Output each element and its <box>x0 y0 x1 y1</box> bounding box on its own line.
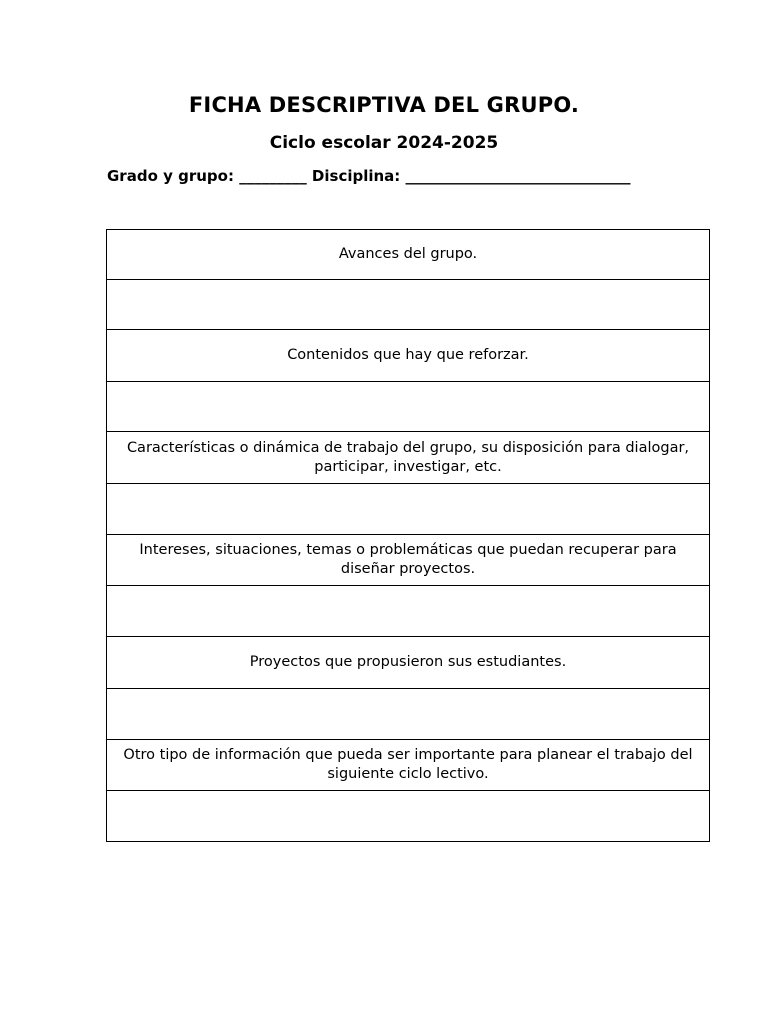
school-year-subtitle: Ciclo escolar 2024-2025 <box>269 133 499 153</box>
section-answer-cell[interactable] <box>107 382 710 432</box>
section-answer-row <box>107 791 710 842</box>
section-heading-row <box>107 740 710 791</box>
section-answer-row <box>107 586 710 637</box>
section-heading-cell: Contenidos que hay que reforzar. <box>107 330 710 382</box>
section-heading-row <box>107 330 710 382</box>
section-heading-cell: Otro tipo de información que pueda ser importante para planear el trabajo del siguiente ciclo lectivo. <box>107 740 710 791</box>
section-answer-cell[interactable] <box>107 484 710 535</box>
section-heading-row <box>107 535 710 586</box>
descriptive-sheet-table <box>106 229 710 842</box>
section-heading-row <box>107 432 710 484</box>
section-answer-row <box>107 382 710 432</box>
discipline-blank[interactable]: ______________________________ <box>405 167 631 185</box>
section-answer-row <box>107 484 710 535</box>
page-title: FICHA DESCRIPTIVA DEL GRUPO. <box>188 93 580 117</box>
section-heading-cell: Proyectos que propusieron sus estudiantes. <box>107 637 710 689</box>
section-answer-cell[interactable] <box>107 280 710 330</box>
section-heading-cell: Avances del grupo. <box>107 230 710 280</box>
group-info-line <box>107 165 631 187</box>
section-answer-cell[interactable] <box>107 586 710 637</box>
section-answer-cell[interactable] <box>107 689 710 740</box>
section-heading-cell: Características o dinámica de trabajo del grupo, su disposición para dialogar, participar, investigar, etc. <box>107 432 710 484</box>
section-answer-cell[interactable] <box>107 791 710 842</box>
discipline-label: Disciplina: <box>311 167 401 185</box>
section-heading-cell: Intereses, situaciones, temas o problemáticas que puedan recuperar para diseñar proyectos. <box>107 535 710 586</box>
section-answer-row <box>107 280 710 330</box>
grade-group-label: Grado y grupo: <box>107 167 234 185</box>
section-answer-row <box>107 689 710 740</box>
grade-group-blank[interactable]: _________ <box>239 167 307 185</box>
section-heading-row <box>107 637 710 689</box>
section-heading-row <box>107 230 710 280</box>
